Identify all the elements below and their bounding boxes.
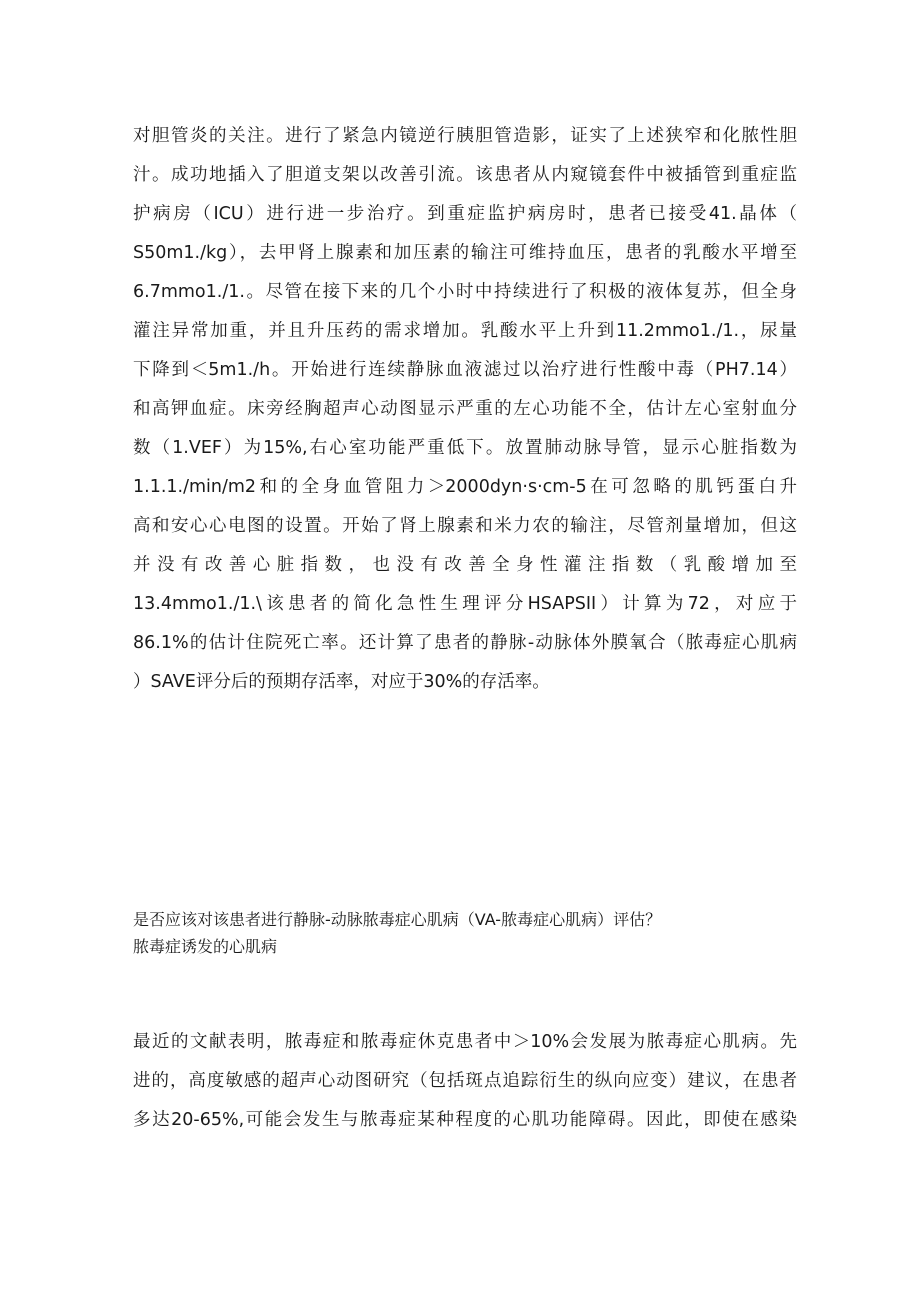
text-line: 下降到＜5m1./h。开始进行连续静脉血液滤过以治疗进行性酸中毒（PH7.14）: [133, 360, 797, 380]
question-text: 是否应该对该患者进行静脉-动脉脓毒症心肌病（VA-脓毒症心肌病）评估？: [133, 910, 662, 929]
text-line: 并没有改善心脏指数，也没有改善全身性灌注指数（乳酸增加至: [133, 555, 797, 575]
text-line: 数（1.VEF）为15%,右心室功能严重低下。放置肺动脉导管，显示心脏指数为: [133, 438, 797, 458]
text-line: 汁。成功地插入了胆道支架以改善引流。该患者从内窥镜套件中被插管到重症监: [133, 165, 797, 185]
text-line: 进的，高度敏感的超声心动图研究（包括斑点追踪衍生的纵向应变）建议，在患者: [133, 1071, 797, 1091]
text-line: 护病房（ICU）进行进一步治疗。到重症监护病房时，患者已接受41.晶体（: [133, 204, 797, 224]
case-paragraph: [133, 117, 797, 702]
literature-paragraph: [133, 1023, 797, 1140]
text-line: 高和安心心电图的设置。开始了肾上腺素和米力农的输注，尽管剂量增加，但这: [133, 516, 797, 536]
text-line: 最近的文献表明，脓毒症和脓毒症休克患者中＞10%会发展为脓毒症心肌病。先: [133, 1032, 797, 1052]
text-line: ）SAVE评分后的预期存活率，对应于30%的存活率。: [133, 672, 550, 692]
section-heading: 脓毒症诱发的心肌病: [133, 937, 278, 956]
text-line: 86.1%的估计住院死亡率。还计算了患者的静脉-动脉体外膜氧合（脓毒症心肌病: [133, 633, 797, 653]
text-line: 对胆管炎的关注。进行了紧急内镜逆行胰胆管造影，证实了上述狭窄和化脓性胆: [133, 126, 797, 146]
text-line: 1.1.1./min/m2和的全身血管阻力＞2000dyn·s·cm-5在可忽略的肌钙蛋白升: [133, 477, 797, 497]
text-line: 灌注异常加重，并且升压药的需求增加。乳酸水平上升到11.2mmo1./1.，尿量: [133, 321, 797, 341]
question-block: [133, 906, 797, 960]
text-line: S50m1./kg），去甲肾上腺素和加压素的输注可维持血压，患者的乳酸水平增至: [133, 243, 797, 263]
text-line: 13.4mmo1./1.\该患者的简化急性生理评分HSAPSII）计算为72，对应于: [133, 594, 797, 614]
text-line: 6.7mmo1./1.。尽管在接下来的几个小时中持续进行了积极的液体复苏，但全身: [133, 282, 797, 302]
text-line: 和高钾血症。床旁经胸超声心动图显示严重的左心功能不全，估计左心室射血分: [133, 399, 797, 419]
text-line: 多达20-65%,可能会发生与脓毒症某种程度的心肌功能障碍。因此，即使在感染: [133, 1110, 797, 1130]
